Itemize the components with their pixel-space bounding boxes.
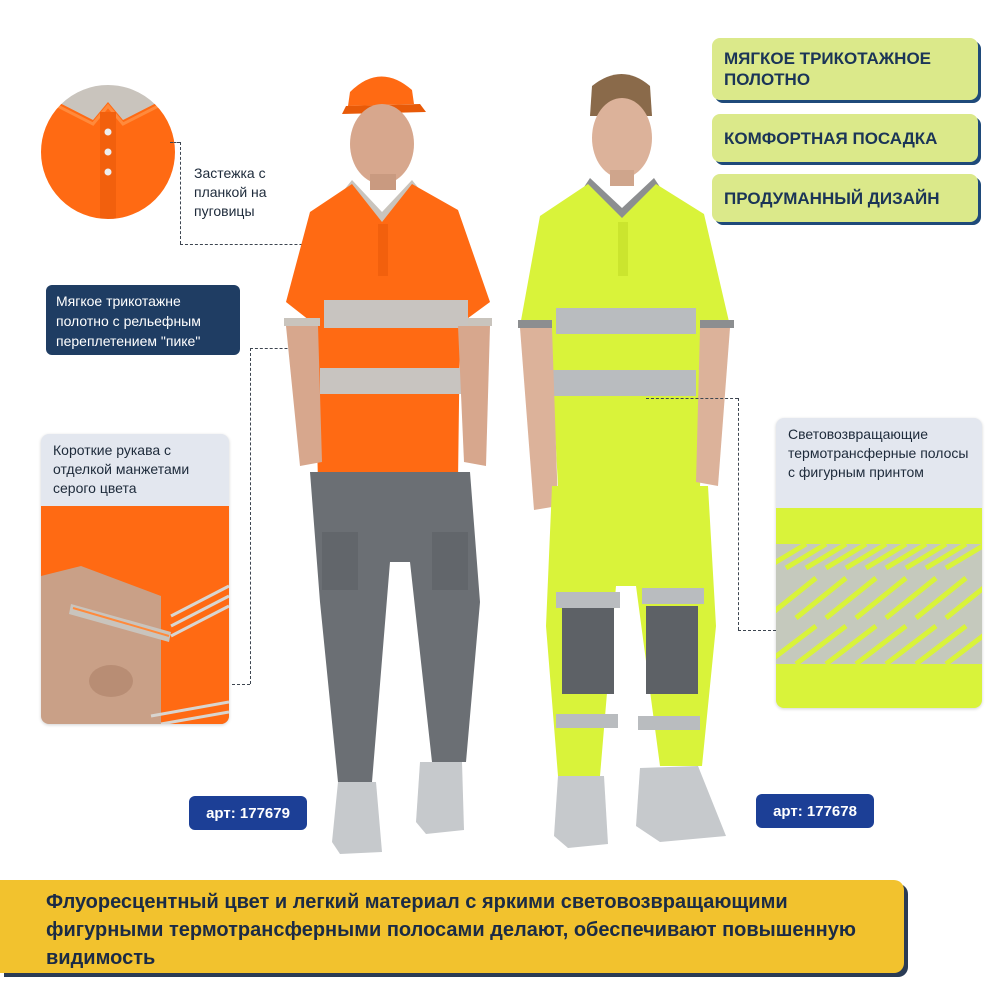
feature-soft-knit-label: МЯГКОЕ ТРИКОТАЖНОЕ ПОЛОТНО xyxy=(724,49,932,89)
feature-comfort-fit-label: КОМФОРТНАЯ ПОСАДКА xyxy=(724,128,938,148)
reflective-detail-panel xyxy=(776,418,982,708)
visibility-banner xyxy=(0,880,904,973)
article-badge-orange xyxy=(189,796,307,830)
article-badge-yellow xyxy=(756,794,874,828)
feature-design xyxy=(712,174,978,222)
fabric-caption: Мягкое трикотажне полотно с рельефным переплетением "пике" xyxy=(46,285,240,355)
banner-text: Флуоресцентный цвет и легкий материал с яркими световозвращающими фигурными термотрансферными полосами делают, обеспечивают повышенную видимость xyxy=(46,891,856,969)
yellow-polo-model xyxy=(512,66,737,866)
feature-soft-knit xyxy=(712,38,978,100)
reflective-stripe-image xyxy=(776,508,982,708)
article-orange-label: арт: 177679 xyxy=(206,804,290,822)
feature-design-label: ПРОДУМАННЫЙ ДИЗАЙН xyxy=(724,188,940,208)
sleeve-detail-panel xyxy=(41,434,229,724)
article-yellow-label: арт: 177678 xyxy=(773,802,857,820)
collar-detail-image xyxy=(38,82,178,222)
feature-comfort-fit xyxy=(712,114,978,162)
orange-polo-model xyxy=(280,62,525,872)
reflective-caption: Световозвращающие термотрансферные полосы с фигурным принтом xyxy=(788,426,969,480)
sleeve-caption: Короткие рукава с отделкой манжетами серого цвета xyxy=(53,442,190,496)
sleeve-detail-image xyxy=(41,506,229,724)
fastener-caption: Застежка с планкой на пуговицы xyxy=(194,165,267,219)
